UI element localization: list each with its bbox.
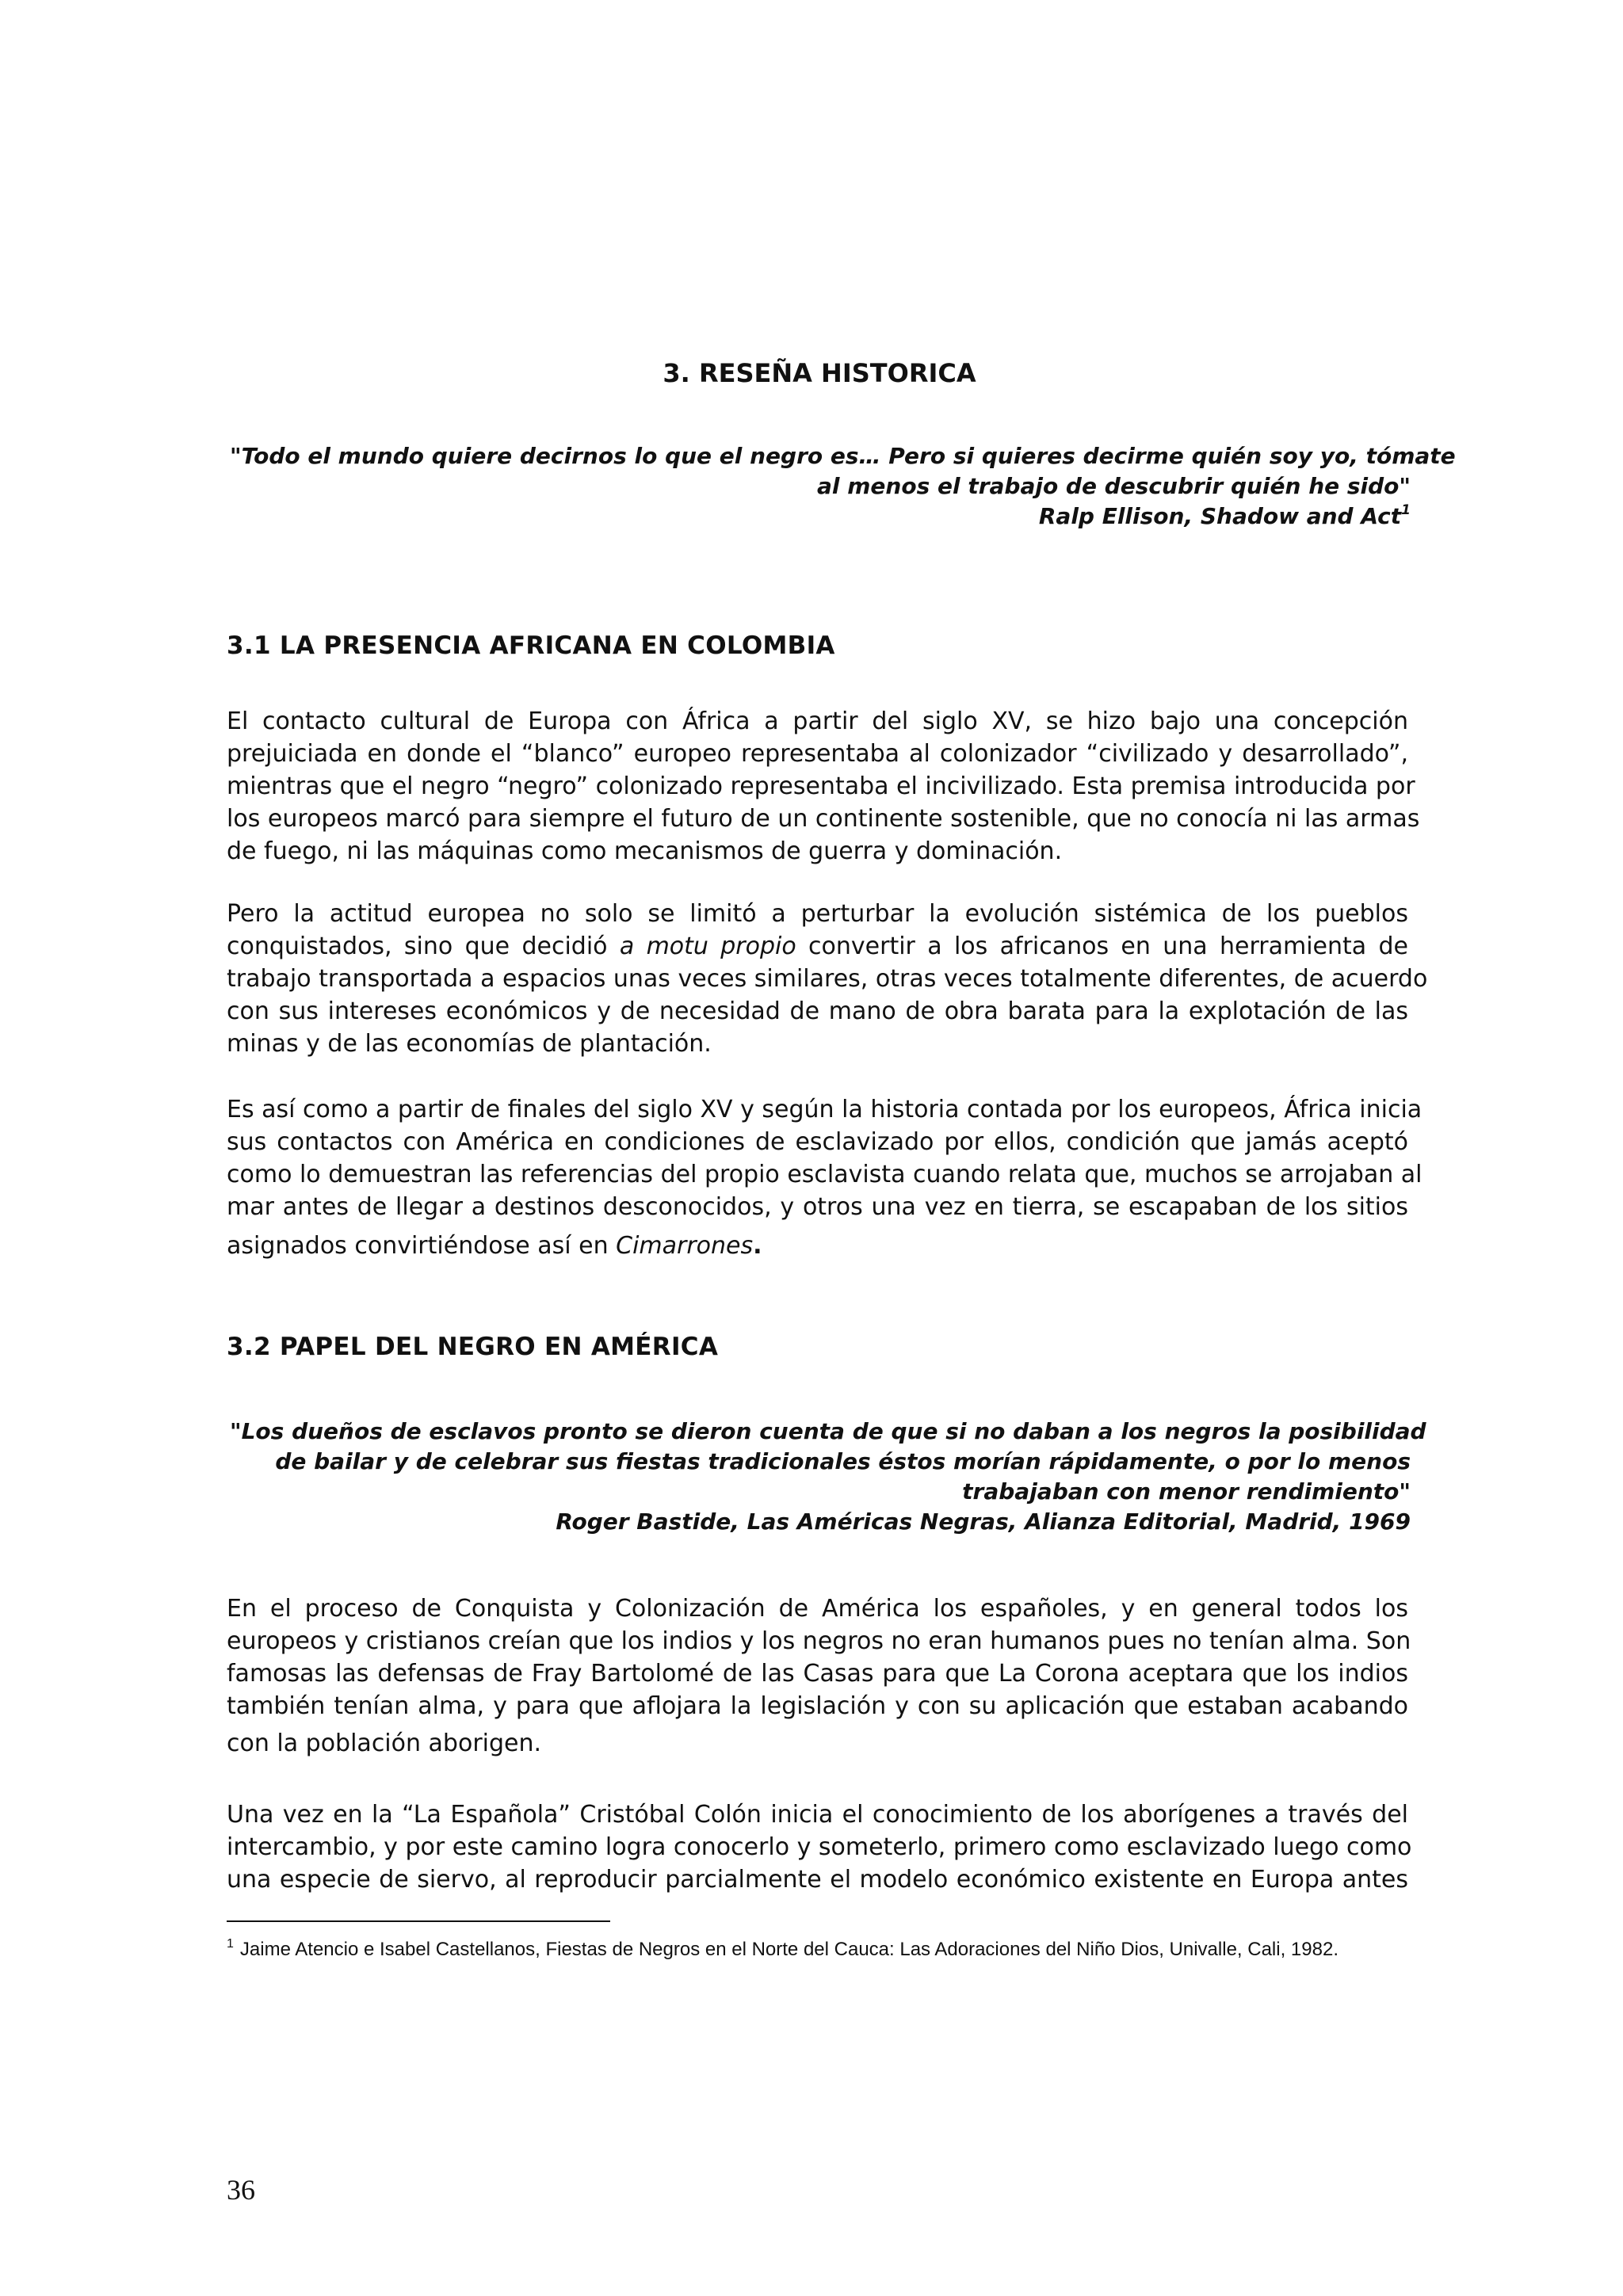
- chapter-title: 3. RESEÑA HISTORICA: [663, 358, 976, 388]
- paragraph: Una vez en la “La Española” Cristóbal Colón inicia el conocimiento de los aborígenes a través del intercambio, y por este camino logra conocerlo y someterlo, primero como esclavizado luego como una especie de siervo, al reproducir parcialmente el modelo económico existente en Europa antes: [227, 1801, 1412, 1894]
- epigraph-line: de bailar y de celebrar sus fiestas tradicionales éstos morían rápidamente, o por lo menos: [275, 1448, 1411, 1474]
- footnote-text: Jaime Atencio e Isabel Castellanos, Fiestas de Negros en el Norte del Cauca: Las Adoraciones del Niño Dios, Univalle, Cali, 1982.: [239, 1939, 1338, 1960]
- italic-phrase: a motu propio: [619, 933, 796, 960]
- epigraph-line: al menos el trabajo de descubrir quién he sido": [817, 473, 1411, 499]
- italic-term: Cimarrones: [616, 1232, 754, 1260]
- epigraph-line: "Todo el mundo quiere decirnos lo que el negro es… Pero si quieres decirme quién soy yo, tómate: [230, 443, 1456, 469]
- section-title-3-1: 3.1 LA PRESENCIA AFRICANA EN COLOMBIA: [227, 631, 835, 660]
- footnote-number: 1: [227, 1937, 234, 1951]
- footnote-reference: 1: [1401, 502, 1411, 518]
- footnote-divider: [227, 1920, 610, 1922]
- epigraph-line: trabajaban con menor rendimiento": [962, 1478, 1411, 1505]
- footnote: [227, 1932, 1376, 1962]
- section-title-3-2: 3.2 PAPEL DEL NEGRO EN AMÉRICA: [227, 1333, 719, 1361]
- epigraph-bastide: [230, 1417, 1426, 1537]
- paragraph: Pero la actitud europea no solo se limitó a perturbar la evolución sistémica de los pueblos conquistados, sino que decidió a motu propio convertir a los africanos en una herramienta de trabajo transportada a espacios unas veces similares, otras veces totalmente diferentes, de acuerdo con sus intereses económicos y de necesidad de mano de obra barata para la explotación de las minas y de las economías de plantación.: [227, 900, 1428, 1058]
- epigraph-ellison: [230, 441, 1456, 532]
- paragraph: Es así como a partir de finales del siglo XV y según la historia contada por los europeos, África inicia sus contactos con América en condiciones de esclavizado por ellos, condición que jamás aceptó como lo demuestran las referencias del propio esclavista cuando relata que, muchos se arrojaban al mar antes de llegar a destinos desconocidos, y otros una vez en tierra, se escapaban de los sitios asignados convirtiéndose así en Cimarrones.: [227, 1096, 1423, 1260]
- page-number: 36: [227, 2174, 255, 2206]
- epigraph-attribution: Ralp Ellison, Shadow and Act$^1$: [1038, 502, 1411, 529]
- epigraph-attribution: Roger Bastide, Las Américas Negras, Alianza Editorial, Madrid, 1969: [556, 1508, 1411, 1535]
- paragraph: El contacto cultural de Europa con África a partir del siglo XV, se hizo bajo una concepción prejuiciada en donde el “blanco” europeo representaba al colonizador “civilizado y desarrollado”, mientras que el negro “negro” colonizado representaba el incivilizado. Esta premisa introducida por los europeos marcó para siempre el futuro de un continente sostenible, que no conocía ni las armas de fuego, ni las máquinas como mecanismos de guerra y dominación.: [227, 707, 1420, 865]
- paragraph: En el proceso de Conquista y Colonización de América los españoles, y en general todos los europeos y cristianos creían que los indios y los negros no eran humanos pues no tenían alma. Son famosas las defensas de Fray Bartolomé de las Casas para que La Corona aceptara que los indios también tenían alma, y para que aflojara la legislación y con su aplicación que estaban acabando con la población aborigen.: [227, 1595, 1411, 1757]
- epigraph-line: "Los dueños de esclavos pronto se dieron cuenta de que si no daban a los negros la posibilidad: [230, 1418, 1426, 1444]
